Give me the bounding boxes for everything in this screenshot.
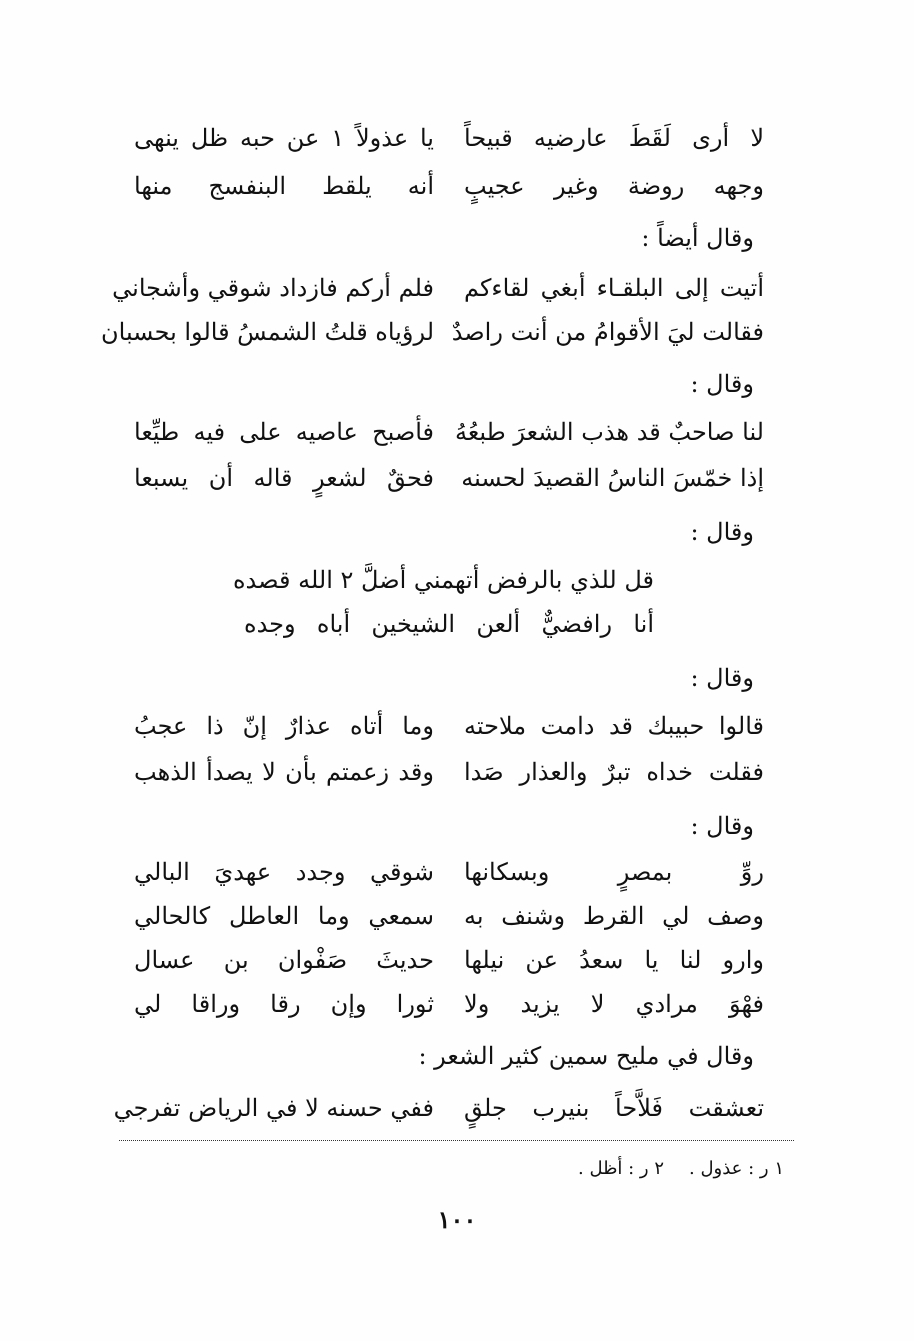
poem-couplet [134, 706, 764, 746]
first-hemistich: قالوا حبيبك قد دامت ملاحته [464, 712, 764, 740]
section-heading: وقال : [690, 518, 754, 546]
second-hemistich: لرؤياه قلتُ الشمسُ قالوا بحسبان [101, 318, 434, 346]
section-heading: وقال في مليح سمين كثير الشعر : [418, 1042, 754, 1070]
second-hemistich: حديثَ صَفْوان بن عسال [134, 946, 434, 974]
section-heading: وقال : [690, 664, 754, 692]
first-hemistich: روِّ بمصرٍ وبسكانها [464, 858, 764, 886]
first-hemistich: وصف لي القرط وشنف به [464, 902, 764, 930]
second-hemistich: سمعي وما العاطل كالحالي [134, 902, 434, 930]
second-hemistich: شوقي وجدد عهديَ البالي [134, 858, 434, 886]
second-hemistich: وما أتاه عذارٌ إنّ ذا عجبُ [134, 712, 434, 740]
first-hemistich: أتيت إلى البلقـاء أبغي لقاءكم [464, 274, 764, 302]
poem-couplet [134, 752, 764, 792]
first-hemistich: فقالت ليَ الأقوامُ من أنت راصدٌ [451, 318, 764, 346]
footnote-1: ١ ر : عذول . [689, 1158, 784, 1179]
footnote-divider [119, 1140, 794, 1141]
section-heading: وقال : [690, 370, 754, 398]
second-hemistich: ففي حسنه لا في الرياض تفرجي [113, 1094, 434, 1122]
second-hemistich: وقد زعمتم بأن لا يصدأ الذهب [134, 758, 434, 786]
first-hemistich: فقلت خداه تبرٌ والعذار صَدا [464, 758, 764, 786]
poem-couplet [113, 1088, 764, 1128]
poem-couplet [134, 852, 764, 892]
poem-couplet [134, 984, 764, 1024]
poem-couplet [134, 940, 764, 980]
first-hemistich: لا أرى لَقَطَ عارضيه قبيحاً [464, 124, 764, 152]
centered-verse: قل للذي بالرفض أتهمني أضلَّ ٢ الله قصده [232, 566, 654, 594]
page-number: ١٠٠ [437, 1205, 477, 1234]
poem-couplet [134, 118, 764, 158]
second-hemistich: ثورا وإن رقا وراقا لي [134, 990, 434, 1018]
first-hemistich: فهْوَ مرادي لا يزيد ولا [464, 990, 764, 1018]
poem-couplet [101, 312, 764, 352]
first-hemistich: وارو لنا يا سعدُ عن نيلها [464, 946, 764, 974]
poem-couplet [112, 268, 764, 308]
poem-couplet [134, 896, 764, 936]
poem-couplet [134, 412, 764, 452]
second-hemistich: فحقٌ لشعرٍ قاله أن يسبعا [134, 464, 434, 492]
centered-verse: أنا رافضيٌّ ألعن الشيخين أباه وجده [244, 610, 654, 638]
second-hemistich: فلم أركم فازداد شوقي وأشجاني [112, 274, 434, 302]
poem-couplet [134, 166, 764, 206]
first-hemistich: تعشقت فَلاَّحاً بنيرب جلقٍ [464, 1094, 764, 1122]
first-hemistich: لنا صاحبٌ قد هذب الشعرَ طبعُهُ [454, 418, 764, 446]
footnote-2: ٢ ر : أظل . [578, 1158, 664, 1179]
poem-couplet [134, 458, 764, 498]
second-hemistich: يا عذولاً ١ عن حبه ظل ينهى [134, 124, 434, 152]
section-heading: وقال : [690, 812, 754, 840]
first-hemistich: وجهه روضة وغير عجيبٍ [464, 172, 764, 200]
second-hemistich: أنه يلقط البنفسج منها [134, 172, 434, 200]
section-heading: وقال أيضاً : [641, 224, 754, 252]
first-hemistich: إذا خمّسَ الناسُ القصيدَ لحسنه [461, 464, 764, 492]
second-hemistich: فأصبح عاصيه على فيه طيِّعا [134, 418, 434, 446]
